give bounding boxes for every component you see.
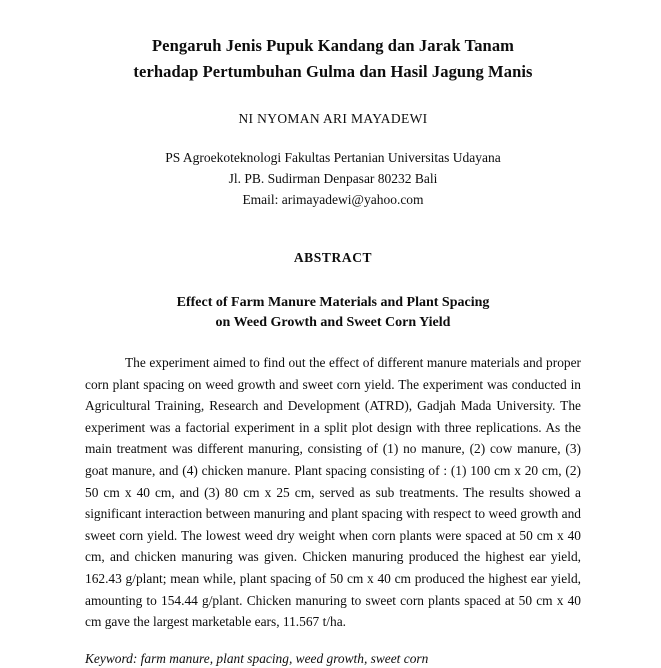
affiliation-line-address: Jl. PB. Sudirman Denpasar 80232 Bali: [228, 171, 438, 186]
abstract-heading: ABSTRACT: [293, 250, 373, 265]
affiliation-line-institution: PS Agroekoteknologi Fakultas Pertanian Universitas Udayana: [165, 150, 501, 165]
abstract-body-text: The experiment aimed to find out the effect of different manure materials and proper corn plant spacing on weed growth and sweet corn yield. The experiment was conducted in Agricultural Training, Research and Development (ATRD), Gadjah Mada University. The experiment was a factorial experiment in a split plot design with three replications. As the main treatment was different manuring, consisting of (1) no manure, (2) cow manure, (3) goat manure, and (4) chicken manure. Plant spacing consisting of : (1) 100 cm x 20 cm, (2) 50 cm x 40 cm, and (3) 80 cm x 25 cm, served as sub treatments. The results showed a significant interaction between manuring and plant spacing with respect to weed growth and sweet corn yield. The lowest weed dry weight when corn plants were spaced at 50 cm x 40 cm, and chicken manuring was given. Chicken manuring produced the highest ear yield, 162.43 g/plant; mean while, plant spacing of 50 cm x 40 cm produced the highest ear yield, amounting to 154.44 g/plant. Chicken manuring to sweet corn plants spaced at 50 cm x 40 cm gave the largest marketable ears, 11.567 t/ha.: [85, 355, 581, 630]
keyword-line: Keyword: farm manure, plant spacing, weed growth, sweet corn: [85, 650, 429, 666]
document-content-column: [85, 0, 581, 668]
author-affiliation: [85, 128, 581, 210]
english-title-line-1: Effect of Farm Manure Materials and Plant Spacing: [176, 295, 490, 310]
document-title-line-2: terhadap Pertumbuhan Gulma dan Hasil Jagung Manis: [133, 62, 533, 81]
document-title: [85, 0, 581, 85]
affiliation-line-email: Email: arimayadewi@yahoo.com: [242, 192, 424, 207]
english-title-line-2: on Weed Growth and Sweet Corn Yield: [215, 315, 451, 330]
author-name: NI NYOMAN ARI MAYADEWI: [238, 111, 428, 126]
document-title-line-1: Pengaruh Jenis Pupuk Kandang dan Jarak Tanam: [151, 36, 515, 55]
english-title: [85, 266, 581, 333]
